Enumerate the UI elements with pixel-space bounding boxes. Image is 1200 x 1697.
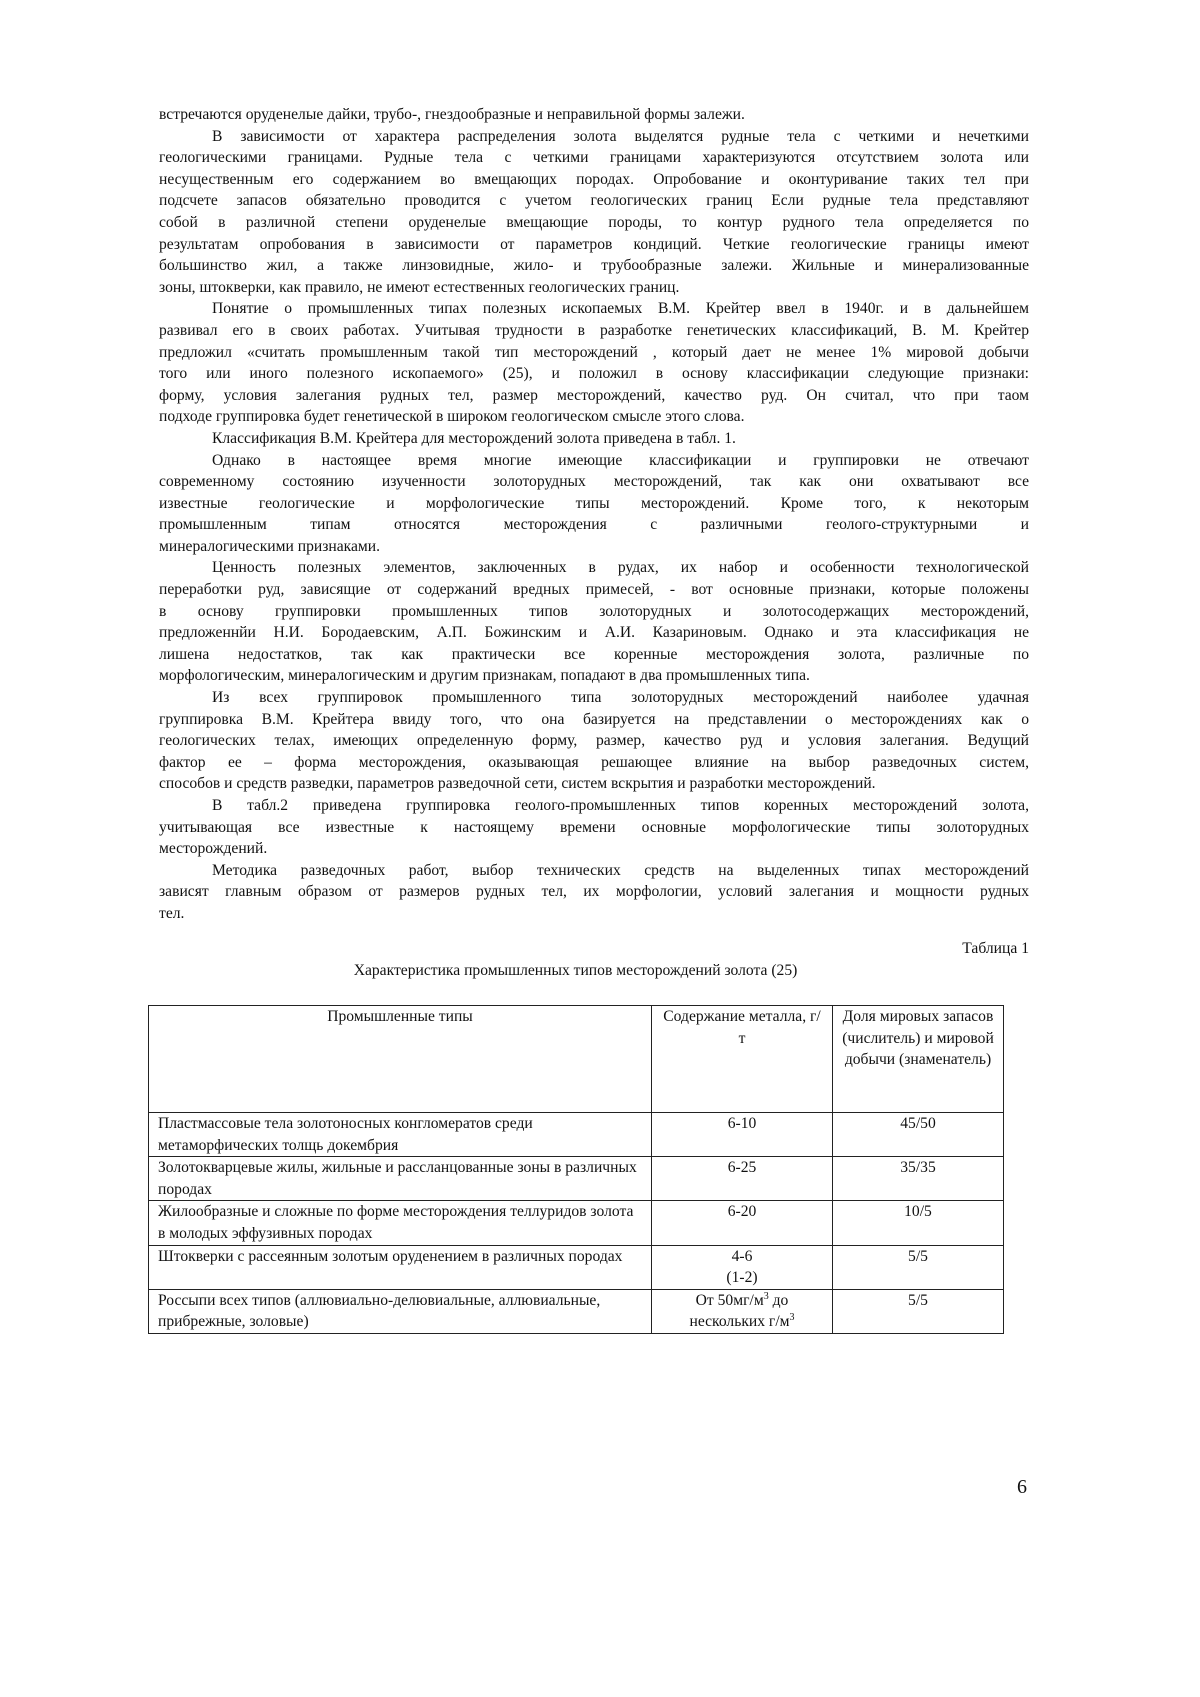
- paragraph-line: Понятие о промышленных типах полезных ископаемых В.М. Крейтер ввел в 1940г. и в дальнейшем: [159, 298, 1029, 320]
- paragraph-line: группировка В.М. Крейтера ввиду того, что она базируется на представлении о месторождениях как о: [159, 709, 1029, 731]
- paragraph-line: современному состоянию изученности золоторудных месторождений, так как они охватывают все: [159, 471, 1029, 493]
- paragraph-line: несущественным его содержанием во вмещающих породах. Опробование и оконтуривание таких тел при: [159, 169, 1029, 191]
- paragraph-line: того или иного полезного ископаемого» (25), и положил в основу классификации следующие признаки:: [159, 363, 1029, 385]
- content-secondary: (1-2): [661, 1267, 823, 1289]
- superscript: 3: [764, 1291, 769, 1302]
- cell-content: [652, 1245, 833, 1289]
- paragraph-line: лишена недостатков, так как практически все коренные месторождения золота, различные по: [159, 644, 1029, 666]
- paragraph-line: Методика разведочных работ, выбор технических средств на выделенных типах месторождений: [159, 860, 1029, 882]
- table-row: [149, 1289, 1004, 1333]
- paragraph-line: встречаются оруденелые дайки, трубо-, гнездообразные и неправильной формы залежи.: [159, 104, 1029, 126]
- paragraph-line: собой в различной степени оруденелые вмещающие породы, то контур рудного тела определяется по: [159, 212, 1029, 234]
- paragraph-line: известные геологические и морфологические типы месторождений. Кроме того, к некоторым: [159, 493, 1029, 515]
- content-a: От 50мг/м: [696, 1292, 764, 1309]
- paragraph-line: результатам опробования в зависимости от параметров кондиций. Четкие геологические границы имеют: [159, 234, 1029, 256]
- table-row: [149, 1245, 1004, 1289]
- paragraph-line: большинство жил, а также линзовидные, жило- и трубообразные залежи. Жильные и минерализованные: [159, 255, 1029, 277]
- table-row: [149, 1201, 1004, 1245]
- table-header-row: [149, 1006, 1004, 1113]
- header-industrial-types: Промышленные типы: [149, 1006, 652, 1113]
- paragraph-line: предложил «считать промышленным такой тип месторождений , который дает не менее 1% мировой добычи: [159, 342, 1029, 364]
- cell-content: 6-10: [652, 1113, 833, 1157]
- paragraph-line: Ценность полезных элементов, заключенных в рудах, их набор и особенности технологической: [159, 557, 1029, 579]
- content-main: 4-6: [661, 1246, 823, 1268]
- paragraph-line: Однако в настоящее время многие имеющие классификации и группировки не отвечают: [159, 450, 1029, 472]
- header-world-share: Доля мировых запасов (числитель) и мировой добычи (знаменатель): [833, 1006, 1004, 1113]
- paragraph-line: Из всех группировок промышленного типа золоторудных месторождений наиболее удачная: [159, 687, 1029, 709]
- table-label: Таблица 1: [962, 940, 1029, 958]
- paragraph-line: В зависимости от характера распределения золота выделятся рудные тела с четкими и нечеткими: [159, 126, 1029, 148]
- cell-share: 5/5: [833, 1245, 1004, 1289]
- paragraph-line: предложеннйи Н.И. Бородаевским, А.П. Божинским и А.И. Казариновым. Однако и эта классификация не: [159, 622, 1029, 644]
- paragraph-line: минералогическими признаками.: [159, 536, 1029, 558]
- cell-share: 5/5: [833, 1289, 1004, 1333]
- paragraph-line: тел.: [159, 903, 1029, 925]
- cell-content: [652, 1289, 833, 1333]
- superscript: 3: [790, 1312, 795, 1323]
- paragraph-line: геологических телах, имеющих определенную форму, размер, качество руд и условия залегания. Ведущий: [159, 730, 1029, 752]
- cell-type: Штокверки с рассеянным золотым оруденением в различных породах: [149, 1245, 652, 1289]
- cell-share: 10/5: [833, 1201, 1004, 1245]
- table-row: [149, 1113, 1004, 1157]
- gold-deposit-types-table: [148, 1005, 1004, 1334]
- paragraph-line: подсчете запасов обязательно проводится с учетом геологических границ Если рудные тела представляют: [159, 190, 1029, 212]
- paragraph-line: зависят главным образом от размеров рудных тел, их морфологии, условий залегания и мощности рудных: [159, 881, 1029, 903]
- cell-type: Жилообразные и сложные по форме месторождения теллуридов золота в молодых эффузивных породах: [149, 1201, 652, 1245]
- paragraph-line: морфологическим, минералогическим и другим признакам, попадают в два промышленных типа.: [159, 665, 1029, 687]
- cell-share: 35/35: [833, 1157, 1004, 1201]
- paragraph-line: месторождений.: [159, 838, 1029, 860]
- paragraph-line: способов и средств разведки, параметров разведочной сети, систем вскрытия и разработки месторождений.: [159, 773, 1029, 795]
- paragraph-line: учитывающая все известные к настоящему времени основные морфологические типы золоторудных: [159, 817, 1029, 839]
- paragraph-line: геологическими границами. Рудные тела с четкими границами характеризуются отсутствием золота или: [159, 147, 1029, 169]
- paragraph-line: переработки руд, зависящие от содержаний вредных примесей, - вот основные признаки, которые положены: [159, 579, 1029, 601]
- paragraph-line: В табл.2 приведена группировка геолого-промышленных типов коренных месторождений золота,: [159, 795, 1029, 817]
- header-metal-content: Содержание металла, г/т: [652, 1006, 833, 1113]
- cell-share: 45/50: [833, 1113, 1004, 1157]
- cell-type: Россыпи всех типов (аллювиально-делювиальные, аллювиальные, прибрежные, золовые): [149, 1289, 652, 1333]
- cell-type: Золотокварцевые жилы, жильные и рассланцованные зоны в различных породах: [149, 1157, 652, 1201]
- content-b: до нескольких г/м: [689, 1292, 789, 1331]
- cell-content: 6-20: [652, 1201, 833, 1245]
- page-number: 6: [1017, 1476, 1027, 1499]
- table-row: [149, 1157, 1004, 1201]
- cell-type: Пластмассовые тела золотоносных конгломератов среди метаморфических толщь докембрия: [149, 1113, 652, 1157]
- paragraph-line: в основу группировки промышленных типов золоторудных и золотосодержащих месторождений,: [159, 601, 1029, 623]
- paragraph-line: развивал его в своих работах. Учитывая трудности в разработке генетических классификаций, В. М. Крейтер: [159, 320, 1029, 342]
- paragraph-line: промышленным типам относятся месторождения с различными геолого-структурными и: [159, 514, 1029, 536]
- paragraph-line: Классификация В.М. Крейтера для месторождений золота приведена в табл. 1.: [159, 428, 1029, 450]
- paragraph-line: форму, условия залегания рудных тел, размер месторождений, качество руд. Он считал, что при таом: [159, 385, 1029, 407]
- paragraph-line: зоны, штокверки, как правило, не имеют естественных геологических границ.: [159, 277, 1029, 299]
- body-text: [159, 104, 1029, 925]
- cell-content: 6-25: [652, 1157, 833, 1201]
- paragraph-line: подходе группировка будет генетической в широком геологическом смысле этого слова.: [159, 406, 1029, 428]
- table-caption: Характеристика промышленных типов месторождений золота (25): [148, 962, 1003, 980]
- paragraph-line: фактор ее – форма месторождения, оказывающая решающее влияние на выбор разведочных систем,: [159, 752, 1029, 774]
